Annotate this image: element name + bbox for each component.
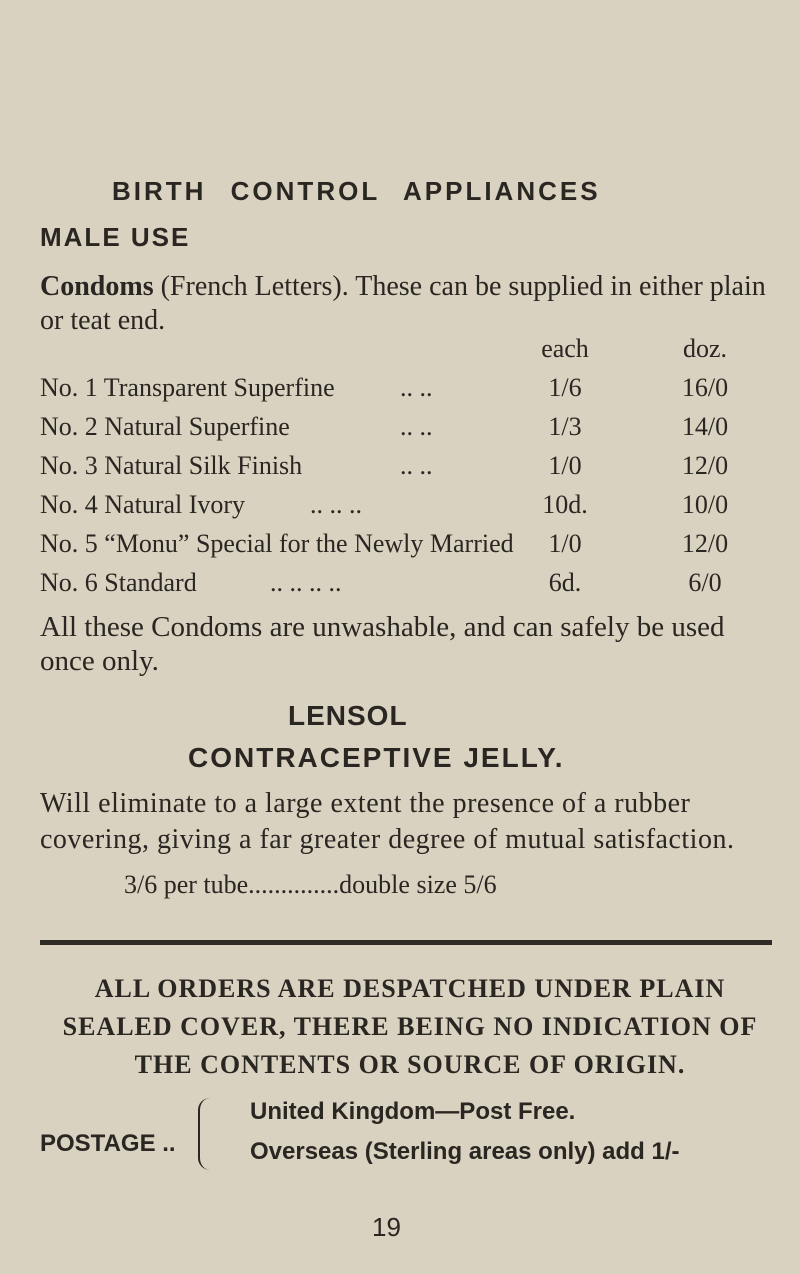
- postage-uk: United Kingdom—Post Free.: [250, 1098, 576, 1125]
- column-header-each: each: [541, 334, 589, 363]
- lensol-subheading: CONTRACEPTIVE JELLY.: [188, 742, 565, 773]
- price-each: 10d.: [542, 490, 588, 519]
- item-name: No. 4 Natural Ivory: [40, 490, 246, 519]
- item-name: No. 2 Natural Superfine: [40, 412, 290, 441]
- leader-dots: .. .. ..: [310, 490, 362, 519]
- price-doz: 16/0: [681, 373, 729, 402]
- column-header-doz: doz.: [682, 334, 728, 363]
- price-each: 1/0: [548, 451, 582, 480]
- condoms-intro: [40, 270, 780, 338]
- condoms-intro-text: (French Letters). These can be supplied in either plain or teat end.: [40, 271, 766, 336]
- condoms-intro-bold: Condoms: [40, 271, 154, 302]
- price-doz: 6/0: [688, 568, 722, 597]
- price-doz: 14/0: [681, 412, 729, 441]
- postage-label: POSTAGE ..: [40, 1130, 176, 1157]
- price-each: 1/0: [548, 529, 582, 558]
- leader-dots: .. .. .. ..: [270, 568, 342, 597]
- section-heading-male-use: MALE USE: [40, 222, 191, 252]
- page-number: 19: [372, 1212, 401, 1242]
- leader-dots: .. ..: [400, 373, 433, 402]
- brace-icon: [198, 1098, 214, 1170]
- item-name: No. 3 Natural Silk Finish: [40, 451, 303, 480]
- price-doz: 10/0: [681, 490, 729, 519]
- price-doz: 12/0: [681, 451, 729, 480]
- condoms-note: All these Condoms are unwashable, and can safely be used once only.: [40, 611, 725, 677]
- lensol-heading: LENSOL: [288, 700, 408, 731]
- price-doz: 12/0: [681, 529, 729, 558]
- orders-notice: ALL ORDERS ARE DESPATCHED UNDER PLAIN SEALED COVER, THERE BEING NO INDICATION OF THE CONTENTS OR SOURCE OF ORIGIN.: [62, 974, 758, 1079]
- price-each: 1/3: [548, 412, 582, 441]
- price-each: 1/6: [548, 373, 582, 402]
- item-name: No. 1 Transparent Superfine: [40, 373, 335, 402]
- item-name: No. 6 Standard: [40, 568, 197, 597]
- postage-overseas: Overseas (Sterling areas only) add 1/-: [250, 1138, 680, 1165]
- leader-dots: .. ..: [400, 412, 433, 441]
- lensol-price: 3/6 per tube..............double size 5/6: [124, 870, 497, 899]
- item-name: No. 5 “Monu” Special for the Newly Married: [40, 529, 514, 558]
- lensol-description: Will eliminate to a large extent the presence of a rubber covering, giving a far greater degree of mutual satisfaction.: [40, 788, 735, 855]
- divider-rule: [40, 940, 772, 945]
- leader-dots: .. ..: [400, 451, 433, 480]
- page-title: BIRTH CONTROL APPLIANCES: [112, 176, 601, 206]
- price-each: 6d.: [548, 568, 582, 597]
